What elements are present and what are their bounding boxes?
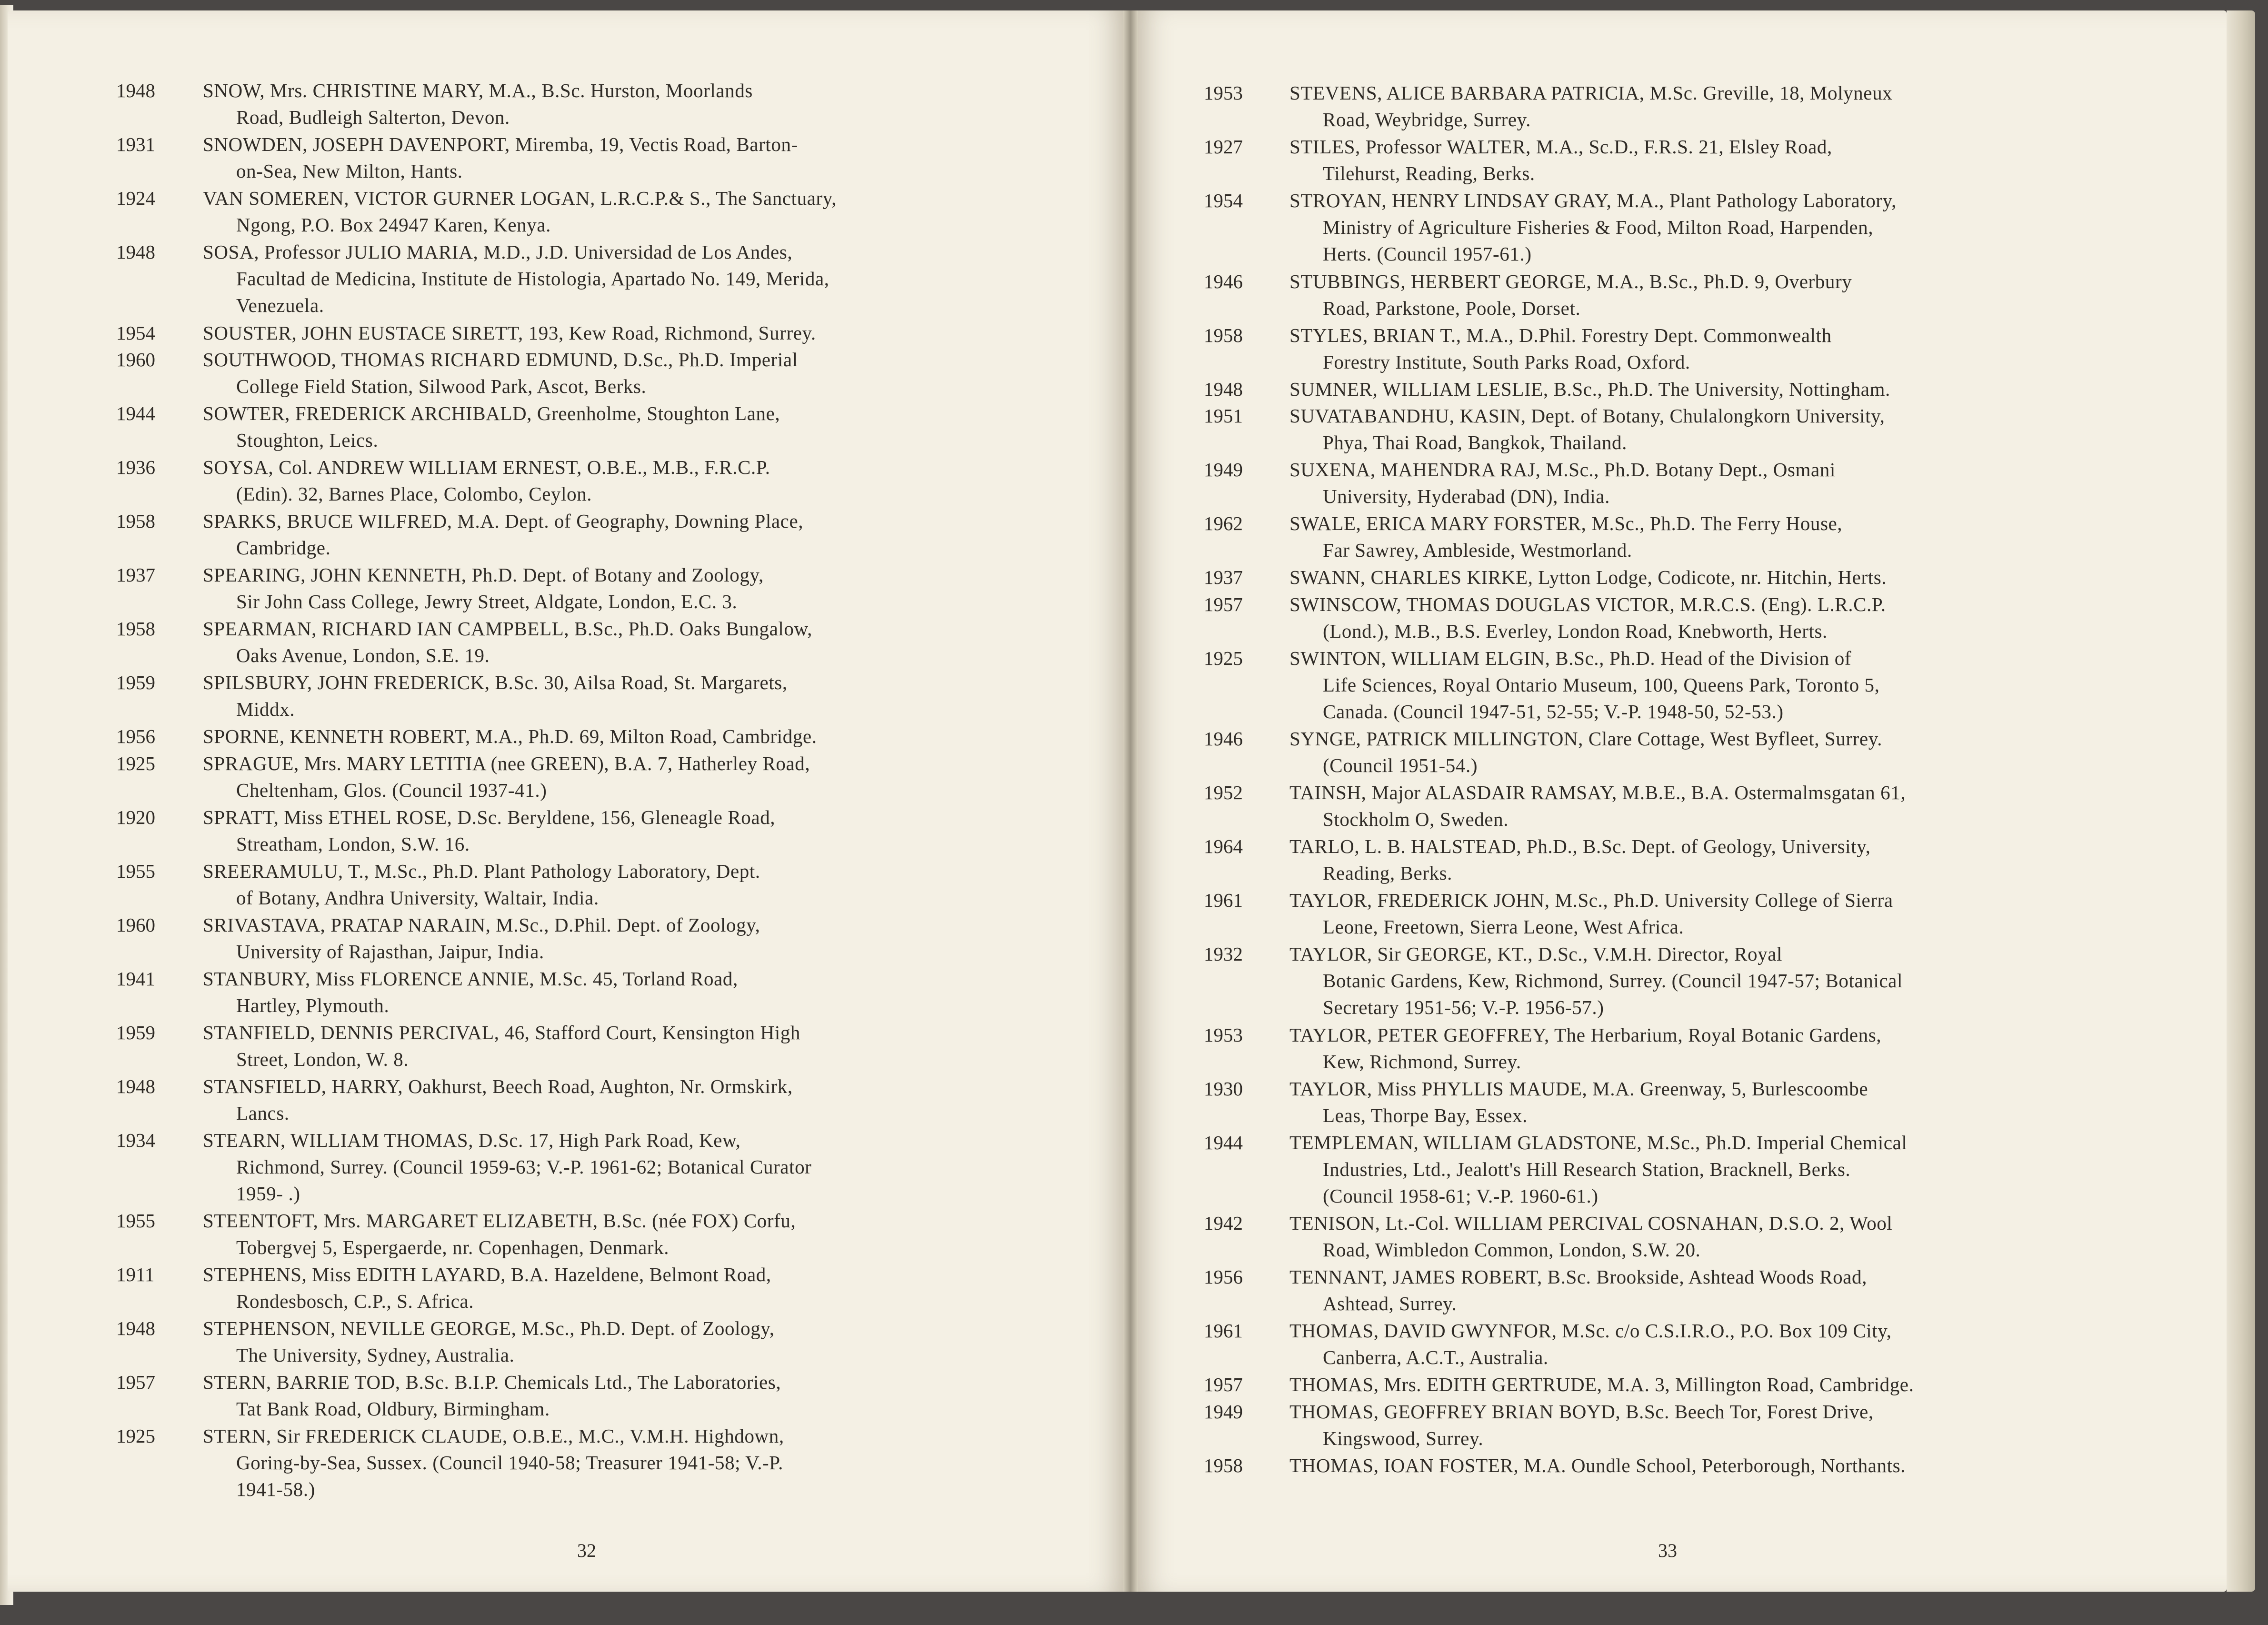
election-year: 1946 bbox=[1204, 728, 1243, 750]
address-line: Phya, Thai Road, Bangkok, Thailand. bbox=[1323, 431, 1627, 453]
address-line: Canada. (Council 1947-51, 52-55; V.-P. 1948-50, 52-53.) bbox=[1323, 700, 1784, 722]
member-name-line: STILES, Professor WALTER, M.A., Sc.D., F.R.S. 21, Elsley Road, bbox=[1289, 136, 1832, 158]
member-name-line: SOSA, Professor JULIO MARIA, M.D., J.D. Universidad de Los Andes, bbox=[203, 241, 793, 263]
address-line: Secretary 1951-56; V.-P. 1956-57.) bbox=[1323, 996, 1604, 1018]
election-year: 1925 bbox=[116, 752, 155, 774]
address-line: Botanic Gardens, Kew, Richmond, Surrey. (Council 1947-57; Botanical bbox=[1323, 970, 1903, 992]
member-name-line: TARLO, L. B. HALSTEAD, Ph.D., B.Sc. Dept. of Geology, University, bbox=[1289, 835, 1871, 857]
member-details bbox=[203, 965, 738, 1019]
election-year: 1944 bbox=[116, 402, 155, 424]
member-name-line: TAYLOR, PETER GEOFFREY, The Herbarium, Royal Botanic Gardens, bbox=[1289, 1023, 1882, 1046]
member-details bbox=[203, 400, 780, 453]
address-line: Cheltenham, Glos. (Council 1937-41.) bbox=[236, 779, 547, 801]
address-line: Canberra, A.C.T., Australia. bbox=[1323, 1346, 1549, 1368]
address-line: Herts. (Council 1957-61.) bbox=[1323, 243, 1532, 265]
election-year: 1962 bbox=[1204, 512, 1243, 534]
address-line: Ashtead, Surrey. bbox=[1323, 1293, 1457, 1314]
election-year: 1931 bbox=[116, 133, 155, 155]
election-year: 1944 bbox=[1204, 1131, 1243, 1154]
address-line: Tilehurst, Reading, Berks. bbox=[1323, 162, 1535, 184]
member-details bbox=[203, 508, 803, 561]
member-details bbox=[1289, 564, 1887, 591]
member-name-line: THOMAS, DAVID GWYNFOR, M.Sc. c/o C.S.I.R.O., P.O. Box 109 City, bbox=[1289, 1320, 1892, 1342]
member-name-line: TEMPLEMAN, WILLIAM GLADSTONE, M.Sc., Ph.D. Imperial Chemical bbox=[1289, 1131, 1908, 1154]
member-name-line: STANFIELD, DENNIS PERCIVAL, 46, Stafford Court, Kensington High bbox=[203, 1021, 801, 1043]
member-name-line: STEENTOFT, Mrs. MARGARET ELIZABETH, B.Sc. (née FOX) Corfu, bbox=[203, 1210, 796, 1232]
member-name-line: SPRAGUE, Mrs. MARY LETITIA (nee GREEN), B.A. 7, Hatherley Road, bbox=[203, 752, 810, 774]
member-details bbox=[203, 454, 770, 507]
member-name-line: SRIVASTAVA, PRATAP NARAIN, M.Sc., D.Phil. Dept. of Zoology, bbox=[203, 913, 760, 936]
member-details bbox=[203, 912, 760, 965]
election-year: 1948 bbox=[1204, 378, 1243, 400]
member-details bbox=[1289, 133, 1832, 187]
member-name-line: STEPHENSON, NEVILLE GEORGE, M.Sc., Ph.D. Dept. of Zoology, bbox=[203, 1317, 775, 1339]
member-name-line: THOMAS, GEOFFREY BRIAN BOYD, B.Sc. Beech Tor, Forest Drive, bbox=[1289, 1400, 1874, 1423]
address-line: Stoughton, Leics. bbox=[236, 429, 379, 451]
member-details bbox=[203, 1207, 796, 1261]
member-details bbox=[1289, 322, 1832, 375]
member-name-line: STEVENS, ALICE BARBARA PATRICIA, M.Sc. Greville, 18, Molyneux bbox=[1289, 82, 1893, 104]
address-line: Far Sawrey, Ambleside, Westmorland. bbox=[1323, 539, 1632, 561]
election-year: 1946 bbox=[1204, 270, 1243, 292]
page-number: 33 bbox=[1658, 1540, 1677, 1561]
address-line: 1959- .) bbox=[236, 1182, 300, 1204]
member-details bbox=[1289, 725, 1882, 779]
election-year: 1924 bbox=[116, 187, 155, 209]
address-line: Stockholm O, Sweden. bbox=[1323, 808, 1509, 830]
address-line: (Lond.), M.B., B.S. Everley, London Road, Knebworth, Herts. bbox=[1323, 620, 1828, 642]
election-year: 1932 bbox=[1204, 943, 1243, 965]
member-details bbox=[203, 1315, 775, 1368]
member-name-line: SUVATABANDHU, KASIN, Dept. of Botany, Chulalongkorn University, bbox=[1289, 405, 1885, 427]
member-name-line: TENNANT, JAMES ROBERT, B.Sc. Brookside, Ashtead Woods Road, bbox=[1289, 1266, 1867, 1288]
member-details bbox=[203, 1369, 781, 1422]
member-details bbox=[203, 239, 829, 319]
address-line: Facultad de Medicina, Institute de Histologia, Apartado No. 149, Merida, bbox=[236, 268, 829, 290]
member-details bbox=[1289, 941, 1903, 1021]
member-name-line: STYLES, BRIAN T., M.A., D.Phil. Forestry Dept. Commonwealth bbox=[1289, 324, 1832, 346]
address-line: Tobergvej 5, Espergaerde, nr. Copenhagen, Denmark. bbox=[236, 1236, 669, 1258]
member-name-line: TAYLOR, Sir GEORGE, KT., D.Sc., V.M.H. Director, Royal bbox=[1289, 943, 1782, 965]
election-year: 1948 bbox=[116, 241, 155, 263]
address-line: Streatham, London, S.W. 16. bbox=[236, 833, 470, 855]
member-details bbox=[1289, 510, 1842, 563]
election-year: 1951 bbox=[1204, 405, 1243, 427]
member-details bbox=[203, 858, 760, 911]
address-line: The University, Sydney, Australia. bbox=[236, 1344, 515, 1366]
member-details bbox=[203, 615, 812, 669]
member-details bbox=[1289, 779, 1906, 833]
election-year: 1948 bbox=[116, 1317, 155, 1339]
election-year: 1948 bbox=[116, 1075, 155, 1097]
election-year: 1937 bbox=[1204, 566, 1243, 588]
member-details bbox=[203, 1261, 771, 1314]
address-line: Oaks Avenue, London, S.E. 19. bbox=[236, 644, 490, 666]
member-name-line: SWINTON, WILLIAM ELGIN, B.Sc., Ph.D. Head of the Division of bbox=[1289, 647, 1852, 669]
election-year: 1959 bbox=[116, 1021, 155, 1043]
member-name-line: THOMAS, Mrs. EDITH GERTRUDE, M.A. 3, Millington Road, Cambridge. bbox=[1289, 1374, 1914, 1395]
member-details bbox=[203, 669, 788, 722]
member-details bbox=[203, 1127, 811, 1207]
address-line: Lancs. bbox=[236, 1102, 290, 1124]
member-details bbox=[1289, 591, 1886, 644]
member-name-line: SWALE, ERICA MARY FORSTER, M.Sc., Ph.D. The Ferry House, bbox=[1289, 512, 1843, 534]
member-name-line: SOUSTER, JOHN EUSTACE SIRETT, 193, Kew Road, Richmond, Surrey. bbox=[203, 321, 816, 344]
page-number: 32 bbox=[577, 1540, 596, 1561]
address-line: Kew, Richmond, Surrey. bbox=[1323, 1050, 1521, 1073]
address-line: on-Sea, New Milton, Hants. bbox=[236, 160, 463, 182]
member-name-line: SPEARMAN, RICHARD IAN CAMPBELL, B.Sc., Ph.D. Oaks Bungalow, bbox=[203, 618, 812, 640]
election-year: 1960 bbox=[116, 349, 155, 371]
member-name-line: TAYLOR, Miss PHYLLIS MAUDE, M.A. Greenway, 5, Burlescoombe bbox=[1289, 1077, 1868, 1100]
member-name-line: SREERAMULU, T., M.Sc., Ph.D. Plant Pathology Laboratory, Dept. bbox=[203, 860, 760, 882]
election-year: 1958 bbox=[1204, 1454, 1243, 1476]
member-name-line: SOYSA, Col. ANDREW WILLIAM ERNEST, O.B.E., M.B., F.R.C.P. bbox=[203, 456, 770, 478]
member-details bbox=[203, 723, 817, 750]
member-details bbox=[203, 1019, 800, 1073]
address-line: Ngong, P.O. Box 24947 Karen, Kenya. bbox=[236, 214, 551, 236]
address-line: Forestry Institute, South Parks Road, Oxford. bbox=[1323, 351, 1690, 373]
member-details bbox=[1289, 645, 1880, 725]
election-year: 1953 bbox=[1204, 1023, 1243, 1046]
election-year: 1949 bbox=[1204, 1400, 1243, 1423]
member-name-line: SWANN, CHARLES KIRKE, Lytton Lodge, Codicote, nr. Hitchin, Herts. bbox=[1289, 566, 1887, 588]
member-details bbox=[1289, 1210, 1892, 1263]
election-year: 1952 bbox=[1204, 782, 1243, 803]
member-details bbox=[1289, 1371, 1914, 1398]
member-details bbox=[1289, 833, 1870, 886]
address-line: Industries, Ltd., Jealott's Hill Research Station, Bracknell, Berks. bbox=[1323, 1158, 1851, 1180]
member-name-line: TAINSH, Major ALASDAIR RAMSAY, M.B.E., B.A. Ostermalmsgatan 61, bbox=[1289, 782, 1906, 803]
member-name-line: STANBURY, Miss FLORENCE ANNIE, M.Sc. 45, Torland Road, bbox=[203, 967, 738, 990]
election-year: 1955 bbox=[116, 860, 155, 882]
election-year: 1958 bbox=[1204, 324, 1243, 346]
address-line: (Edin). 32, Barnes Place, Colombo, Ceylon. bbox=[236, 483, 592, 505]
member-name-line: SUXENA, MAHENDRA RAJ, M.Sc., Ph.D. Botany Dept., Osmani bbox=[1289, 459, 1836, 481]
election-year: 1936 bbox=[116, 456, 155, 478]
member-details bbox=[203, 1423, 784, 1503]
election-year: 1957 bbox=[116, 1371, 155, 1393]
election-year: 1948 bbox=[116, 80, 155, 101]
election-year: 1949 bbox=[1204, 459, 1243, 481]
election-year: 1959 bbox=[116, 672, 155, 693]
member-details bbox=[1289, 1075, 1868, 1129]
election-year: 1957 bbox=[1204, 1374, 1243, 1395]
member-details bbox=[1289, 187, 1897, 267]
address-line: University of Rajasthan, Jaipur, India. bbox=[236, 940, 544, 963]
member-name-line: TENISON, Lt.-Col. WILLIAM PERCIVAL COSNAHAN, D.S.O. 2, Wool bbox=[1289, 1212, 1893, 1234]
member-details bbox=[203, 1073, 793, 1126]
election-year: 1920 bbox=[116, 806, 155, 828]
address-line: Reading, Berks. bbox=[1323, 862, 1453, 884]
address-line: Leone, Freetown, Sierra Leone, West Africa. bbox=[1323, 916, 1684, 938]
member-name-line: SOUTHWOOD, THOMAS RICHARD EDMUND, D.Sc., Ph.D. Imperial bbox=[203, 349, 798, 371]
member-details bbox=[203, 562, 764, 615]
member-details bbox=[203, 320, 816, 346]
member-details bbox=[1289, 268, 1852, 321]
election-year: 1925 bbox=[116, 1425, 155, 1447]
election-year: 1961 bbox=[1204, 889, 1243, 911]
address-line: Life Sciences, Royal Ontario Museum, 100, Queens Park, Toronto 5, bbox=[1323, 673, 1880, 696]
member-name-line: SPORNE, KENNETH ROBERT, M.A., Ph.D. 69, Milton Road, Cambridge. bbox=[203, 725, 817, 747]
member-name-line: STUBBINGS, HERBERT GEORGE, M.A., B.Sc., Ph.D. 9, Overbury bbox=[1289, 270, 1852, 292]
left-page bbox=[8, 10, 1123, 1592]
member-details bbox=[203, 346, 798, 400]
election-year: 1925 bbox=[1204, 647, 1243, 669]
member-name-line: STANSFIELD, HARRY, Oakhurst, Beech Road, Aughton, Nr. Ormskirk, bbox=[203, 1075, 793, 1097]
election-year: 1937 bbox=[116, 564, 155, 586]
address-line: Road, Budleigh Salterton, Devon. bbox=[236, 106, 510, 128]
address-line: Road, Parkstone, Poole, Dorset. bbox=[1323, 297, 1581, 319]
member-details bbox=[1289, 1398, 1874, 1452]
election-year: 1954 bbox=[1204, 190, 1243, 211]
member-name-line: STROYAN, HENRY LINDSAY GRAY, M.A., Plant Pathology Laboratory, bbox=[1289, 190, 1897, 211]
member-name-line: SPRATT, Miss ETHEL ROSE, D.Sc. Beryldene, 156, Gleneagle Road, bbox=[203, 806, 776, 828]
member-name-line: STERN, BARRIE TOD, B.Sc. B.I.P. Chemicals Ltd., The Laboratories, bbox=[203, 1371, 781, 1393]
member-details bbox=[1289, 1452, 1906, 1479]
election-year: 1964 bbox=[1204, 835, 1243, 857]
address-line: Ministry of Agriculture Fisheries & Food, Milton Road, Harpenden, bbox=[1323, 216, 1874, 238]
election-year: 1957 bbox=[1204, 593, 1243, 615]
member-details bbox=[1289, 1264, 1867, 1317]
member-name-line: SPEARING, JOHN KENNETH, Ph.D. Dept. of Botany and Zoology, bbox=[203, 564, 764, 586]
address-line: Street, London, W. 8. bbox=[236, 1048, 409, 1070]
member-name-line: TAYLOR, FREDERICK JOHN, M.Sc., Ph.D. University College of Sierra bbox=[1289, 889, 1893, 911]
member-details bbox=[1289, 402, 1885, 456]
election-year: 1958 bbox=[116, 618, 155, 640]
address-line: College Field Station, Silwood Park, Ascot, Berks. bbox=[236, 375, 647, 397]
address-line: Rondesbosch, C.P., S. Africa. bbox=[236, 1290, 474, 1312]
member-name-line: SUMNER, WILLIAM LESLIE, B.Sc., Ph.D. The University, Nottingham. bbox=[1289, 378, 1890, 400]
address-line: (Council 1958-61; V.-P. 1960-61.) bbox=[1323, 1184, 1599, 1207]
address-line: 1941-58.) bbox=[236, 1478, 315, 1500]
member-name-line: SNOW, Mrs. CHRISTINE MARY, M.A., B.Sc. Hurston, Moorlands bbox=[203, 80, 753, 101]
address-line: Middx. bbox=[236, 698, 295, 720]
address-line: Leas, Thorpe Bay, Essex. bbox=[1323, 1104, 1528, 1126]
election-year: 1956 bbox=[1204, 1266, 1243, 1288]
address-line: Road, Wimbledon Common, London, S.W. 20. bbox=[1323, 1239, 1701, 1261]
right-page-edge bbox=[2227, 10, 2255, 1592]
election-year: 1911 bbox=[116, 1264, 155, 1285]
election-year: 1961 bbox=[1204, 1320, 1243, 1342]
election-year: 1942 bbox=[1204, 1212, 1243, 1234]
member-name-line: STERN, Sir FREDERICK CLAUDE, O.B.E., M.C., V.M.H. Highdown, bbox=[203, 1425, 784, 1447]
member-name-line: VAN SOMEREN, VICTOR GURNER LOGAN, L.R.C.P.& S., The Sanctuary, bbox=[203, 187, 837, 209]
member-details bbox=[203, 131, 798, 184]
address-line: Kingswood, Surrey. bbox=[1323, 1427, 1484, 1449]
address-line: Cambridge. bbox=[236, 537, 331, 559]
member-details bbox=[1289, 456, 1836, 510]
address-line: Richmond, Surrey. (Council 1959-63; V.-P. 1961-62; Botanical Curator bbox=[236, 1155, 812, 1178]
address-line: Hartley, Plymouth. bbox=[236, 994, 390, 1016]
address-line: (Council 1951-54.) bbox=[1323, 754, 1478, 776]
address-line: Venezuela. bbox=[236, 294, 324, 316]
member-details bbox=[203, 185, 837, 238]
address-line: of Botany, Andhra University, Waltair, India. bbox=[236, 886, 599, 909]
member-name-line: STEARN, WILLIAM THOMAS, D.Sc. 17, High Park Road, Kew, bbox=[203, 1129, 741, 1151]
election-year: 1955 bbox=[116, 1210, 155, 1232]
member-details bbox=[1289, 1129, 1907, 1209]
member-details bbox=[1289, 887, 1893, 940]
member-details bbox=[1289, 1317, 1892, 1371]
member-name-line: THOMAS, IOAN FOSTER, M.A. Oundle School, Peterborough, Northants. bbox=[1289, 1454, 1906, 1476]
member-name-line: SPARKS, BRUCE WILFRED, M.A. Dept. of Geography, Downing Place, bbox=[203, 510, 804, 532]
book-gutter bbox=[1123, 10, 1138, 1592]
election-year: 1956 bbox=[116, 725, 155, 747]
member-details bbox=[203, 750, 810, 803]
member-name-line: SOWTER, FREDERICK ARCHIBALD, Greenholme, Stoughton Lane, bbox=[203, 402, 780, 424]
member-details bbox=[203, 77, 753, 130]
address-line: Goring-by-Sea, Sussex. (Council 1940-58; Treasurer 1941-58; V.-P. bbox=[236, 1452, 784, 1474]
member-details bbox=[1289, 1022, 1881, 1075]
address-line: Sir John Cass College, Jewry Street, Aldgate, London, E.C. 3. bbox=[236, 591, 738, 612]
election-year: 1930 bbox=[1204, 1077, 1243, 1100]
member-details bbox=[1289, 80, 1892, 133]
election-year: 1934 bbox=[116, 1129, 155, 1151]
election-year: 1960 bbox=[116, 913, 155, 936]
member-name-line: SYNGE, PATRICK MILLINGTON, Clare Cottage, West Byfleet, Surrey. bbox=[1289, 728, 1883, 750]
member-name-line: STEPHENS, Miss EDITH LAYARD, B.A. Hazeldene, Belmont Road, bbox=[203, 1264, 771, 1285]
election-year: 1941 bbox=[116, 967, 155, 990]
election-year: 1958 bbox=[116, 510, 155, 532]
member-name-line: SWINSCOW, THOMAS DOUGLAS VICTOR, M.R.C.S. (Eng). L.R.C.P. bbox=[1289, 593, 1886, 615]
right-page bbox=[1138, 10, 2227, 1592]
election-year: 1927 bbox=[1204, 136, 1243, 158]
address-line: Road, Weybridge, Surrey. bbox=[1323, 109, 1531, 130]
election-year: 1954 bbox=[116, 321, 155, 344]
member-details bbox=[1289, 376, 1890, 402]
address-line: University, Hyderabad (DN), India. bbox=[1323, 485, 1610, 507]
member-name-line: SNOWDEN, JOSEPH DAVENPORT, Miremba, 19, Vectis Road, Barton- bbox=[203, 133, 798, 155]
member-details bbox=[203, 804, 775, 857]
address-line: Tat Bank Road, Oldbury, Birmingham. bbox=[236, 1398, 550, 1420]
member-name-line: SPILSBURY, JOHN FREDERICK, B.Sc. 30, Ailsa Road, St. Margarets, bbox=[203, 672, 788, 693]
election-year: 1953 bbox=[1204, 82, 1243, 104]
